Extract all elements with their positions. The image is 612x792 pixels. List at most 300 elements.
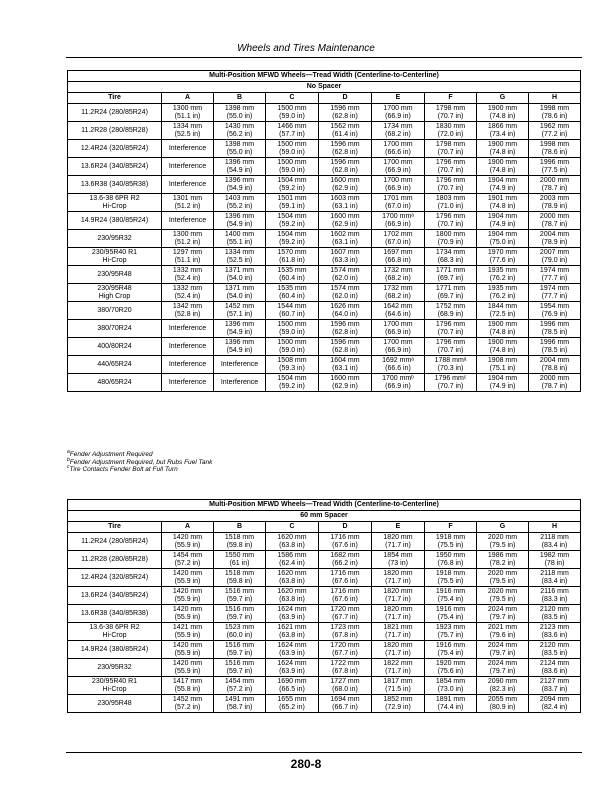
width-mm: 1700 mm — [383, 176, 413, 184]
width-in: (66.8 in) — [385, 256, 411, 264]
width-mm: 1796 mm — [435, 320, 466, 328]
width-mm: 1700 mm — [383, 338, 413, 346]
tread-width-cell — [266, 140, 319, 158]
width-mm: 2000 mm — [539, 374, 570, 382]
width-mm: 1403 mm — [224, 194, 255, 202]
width-mm: 1420 mm — [172, 659, 203, 667]
width-in: (69.7 in) — [437, 274, 464, 282]
tread-width-cell — [529, 338, 581, 356]
width-in: (59.7 in) — [226, 595, 253, 603]
tread-width-cell — [214, 356, 266, 374]
tread-width-cell — [477, 587, 529, 605]
width-mm: 1918 mm — [435, 569, 466, 577]
width-mm: 1935 mm — [487, 284, 518, 292]
width-in: (68.2 in) — [385, 130, 411, 138]
width-in: (71.5 in) — [385, 685, 411, 693]
width-mm: 1974 mm — [539, 266, 570, 274]
tread-width-cell — [372, 266, 425, 284]
width-mm: 1734 mm — [435, 248, 466, 256]
width-mm: 1700 mm — [383, 320, 413, 328]
tire-size-text: Hi-Crop — [102, 631, 127, 639]
width-in: (74.9 in) — [489, 184, 516, 192]
width-mm: 1518 mm — [224, 569, 255, 577]
width-in: (59.0 in) — [279, 112, 305, 120]
width-mm: 1904 mm — [487, 374, 518, 382]
width-in: (83.5 in) — [541, 649, 568, 657]
tread-width-cell — [372, 695, 425, 713]
footnote — [67, 456, 213, 467]
tire-size-cell — [68, 374, 162, 392]
width-in: (57.2 in) — [226, 685, 253, 693]
width-in: (63.8 in) — [279, 631, 305, 639]
tread-width-cell — [425, 641, 477, 659]
width-in: (64.6 in) — [385, 310, 411, 318]
width-mm: 1300 mm — [172, 104, 203, 112]
width-in: (75.4 in) — [437, 595, 464, 603]
table-row — [68, 356, 581, 374]
tread-width-cell — [214, 551, 266, 569]
width-mm: 2020 mm — [487, 533, 518, 541]
width-mm: 1852 mm — [383, 695, 413, 703]
width-mm: Interference — [168, 180, 207, 188]
tread-width-cell — [162, 641, 214, 659]
width-in: (77.5 in) — [541, 166, 568, 174]
width-in: (67.8 in) — [332, 631, 358, 639]
tread-width-cell — [162, 212, 214, 230]
width-mm: 1620 mm — [277, 533, 307, 541]
tread-width-cell — [266, 176, 319, 194]
width-in: (75.6 in) — [437, 667, 464, 675]
tread-width-cell — [266, 194, 319, 212]
tread-width-cell — [214, 230, 266, 248]
tread-width-cell — [162, 248, 214, 266]
width-in: (54.9 in) — [226, 328, 253, 336]
tread-width-cell — [372, 551, 425, 569]
width-mm: 1624 mm — [277, 659, 307, 667]
width-in: (71.7 in) — [385, 649, 411, 657]
width-mm: 1820 mm — [383, 605, 413, 613]
width-mm: 2120 mm — [539, 641, 570, 649]
tire-size-text: 440/65R24 — [97, 360, 132, 368]
table-row — [68, 374, 581, 392]
width-mm: 1452 mm — [172, 695, 203, 703]
width-mm: 2116 mm — [540, 587, 569, 595]
width-mm: 1970 mm — [487, 248, 518, 256]
width-mm: 2127 mm — [539, 677, 570, 685]
width-mm: 1798 mm — [435, 104, 466, 112]
width-in: (75.5 in) — [437, 541, 464, 549]
width-mm: 1624 mm — [277, 605, 307, 613]
tread-width-cell — [372, 176, 425, 194]
width-in: (59.0 in) — [279, 148, 305, 156]
tread-width-cell — [529, 551, 581, 569]
tire-size-text: 13.6-38 6PR R2 — [89, 623, 140, 631]
width-mm: Interference — [168, 162, 207, 170]
tread-width-cell — [529, 623, 581, 641]
tread-width-cell — [319, 230, 372, 248]
width-mm: 1716 mm — [330, 587, 360, 595]
width-mm: 2024 mm — [487, 605, 518, 613]
tread-width-cell — [266, 533, 319, 551]
width-in: (74.9 in) — [489, 220, 516, 228]
width-in: (71.7 in) — [385, 667, 411, 675]
tread-width-cell — [477, 194, 529, 212]
table-row — [68, 677, 581, 695]
width-mm: 1500 mm — [277, 338, 307, 346]
width-in: (83.5 in) — [541, 613, 568, 621]
tread-width-cell — [214, 194, 266, 212]
width-mm: 2004 mm — [539, 356, 570, 364]
tread-width-cell — [372, 302, 425, 320]
tire-size-cell — [68, 122, 162, 140]
width-in: (55.9 in) — [174, 667, 201, 675]
tire-size-text: 14.9R24 (380/85R24) — [80, 645, 149, 653]
tread-width-cell — [162, 533, 214, 551]
width-in: (58.7 in) — [226, 703, 253, 711]
tread-width-cell — [425, 104, 477, 122]
width-in: (75.4 in) — [437, 649, 464, 657]
column-header-c: C — [266, 522, 319, 533]
width-mm: 1396 mm — [224, 338, 255, 346]
tread-width-cell — [266, 659, 319, 677]
width-in: (68.2 in) — [385, 274, 411, 282]
width-mm: 1916 mm — [435, 641, 466, 649]
width-in: (59.7 in) — [226, 613, 253, 621]
tread-width-cell — [425, 212, 477, 230]
width-mm: 1694 mm — [330, 695, 360, 703]
width-mm: 1820 mm — [383, 641, 413, 649]
width-in: (62.4 in) — [279, 559, 305, 567]
tread-width-cell — [372, 659, 425, 677]
tire-size-cell — [68, 194, 162, 212]
width-mm: 1986 mm — [487, 551, 518, 559]
tread-width-cell — [266, 551, 319, 569]
width-mm: 1396 mm — [224, 158, 255, 166]
tire-size-cell — [68, 158, 162, 176]
width-in: (63.8 in) — [279, 595, 305, 603]
tread-width-cell — [319, 605, 372, 623]
width-in: (51.2 in) — [174, 238, 201, 246]
tire-size-cell — [68, 623, 162, 641]
tread-width-cell — [529, 122, 581, 140]
width-mm: 1998 mm — [539, 140, 570, 148]
tread-width-cell — [319, 158, 372, 176]
width-in: (67.6 in) — [332, 541, 358, 549]
tire-size-cell — [68, 356, 162, 374]
width-mm: 1996 mm — [539, 338, 570, 346]
width-mm: 1516 mm — [224, 587, 255, 595]
width-in: (66.2 in) — [332, 559, 358, 567]
width-mm: 1830 mm — [435, 122, 466, 130]
tread-width-cell — [372, 338, 425, 356]
tread-width-cell — [319, 284, 372, 302]
width-in: (83.3 in) — [541, 595, 568, 603]
width-in: (78.6 in) — [541, 112, 568, 120]
width-in: (59.7 in) — [226, 667, 253, 675]
tire-size-cell — [68, 212, 162, 230]
width-mm: 1420 mm — [172, 533, 203, 541]
width-in: (75.0 in) — [489, 238, 516, 246]
width-in: (67.6 in) — [332, 577, 358, 585]
tread-width-cell — [425, 623, 477, 641]
table-row — [68, 194, 581, 212]
width-in: (62.8 in) — [332, 148, 358, 156]
tread-width-cell — [372, 140, 425, 158]
tread-width-cell — [425, 533, 477, 551]
tire-size-cell — [68, 140, 162, 158]
tread-width-cell — [266, 320, 319, 338]
width-in: (68.0 in) — [332, 685, 358, 693]
column-header-b: B — [214, 522, 266, 533]
column-header-f: F — [425, 93, 477, 104]
width-in: (62.8 in) — [332, 328, 358, 336]
width-mm: 1722 mm — [330, 659, 360, 667]
tire-size-text: 13.6R38 (340/85R38) — [80, 180, 149, 188]
width-mm: 1596 mm — [330, 104, 360, 112]
tire-size-text: 12.4R24 (320/85R24) — [80, 144, 149, 152]
width-in: (80.9 in) — [489, 703, 516, 711]
tread-width-cell — [214, 266, 266, 284]
column-header-d: D — [319, 93, 372, 104]
width-in: (74.8 in) — [489, 328, 516, 336]
width-mm: 1820 mm — [383, 587, 413, 595]
tread-width-cell — [266, 230, 319, 248]
width-in: (60.7 in) — [279, 310, 305, 318]
table-row — [68, 320, 581, 338]
width-in: (78.7 in) — [541, 220, 568, 228]
width-mm: 1596 mm — [330, 140, 360, 148]
page-header-title: Wheels and Tires Maintenance — [237, 43, 375, 54]
tread-width-cell — [477, 320, 529, 338]
width-mm: 1334 mm — [224, 248, 255, 256]
width-in: (66.9 in) — [385, 346, 411, 354]
footnote-text: Fender Adjustment Required — [69, 451, 153, 458]
footnote-mark: a — [67, 448, 70, 455]
width-in: (63.1 in) — [332, 238, 358, 246]
width-in: (70.7 in) — [437, 220, 464, 228]
width-mm: 1466 mm — [277, 122, 307, 130]
tire-size-text: 11.2R24 (280/85R24) — [81, 537, 148, 545]
footnote-mark: b — [67, 456, 70, 463]
width-in: (57.2 in) — [174, 703, 201, 711]
width-mm: 2000 mm — [539, 212, 570, 220]
tread-width-cell — [162, 659, 214, 677]
tread-width-cell — [214, 659, 266, 677]
width-in: (83.6 in) — [541, 667, 568, 675]
width-mm: 2020 mm — [487, 587, 518, 595]
width-in: (70.3 in) — [437, 364, 464, 372]
width-in: (83.7 in) — [541, 685, 568, 693]
width-mm: 1396 mm — [224, 320, 255, 328]
width-in: (60.4 in) — [279, 274, 305, 282]
table-row — [68, 104, 581, 122]
tread-width-cell — [214, 695, 266, 713]
width-mm: 1900 mm — [487, 104, 518, 112]
tread-width-cell — [477, 677, 529, 695]
width-in: (71.7 in) — [385, 613, 411, 621]
tread-width-cell — [529, 266, 581, 284]
width-mm: 1454 mm — [172, 551, 203, 559]
width-mm: 1624 mm — [277, 641, 307, 649]
tread-width-cell — [529, 356, 581, 374]
tread-width-cell — [477, 356, 529, 374]
width-mm: 1998 mm — [539, 104, 570, 112]
tread-width-cell — [162, 695, 214, 713]
tread-width-cell — [214, 104, 266, 122]
tread-width-cell — [425, 320, 477, 338]
width-mm: 1516 mm — [224, 659, 255, 667]
tread-width-cell — [319, 194, 372, 212]
width-in: (82.3 in) — [489, 685, 516, 693]
tire-size-text: 380/70R24 — [97, 324, 132, 332]
table-body — [68, 533, 581, 713]
width-in: (51.1 in) — [174, 112, 201, 120]
width-in: (66.6 in) — [385, 148, 411, 156]
width-in: (74.8 in) — [489, 112, 516, 120]
tread-width-cell — [372, 587, 425, 605]
width-mm: 1900 mm — [487, 338, 518, 346]
width-mm: 1300 mm — [172, 230, 203, 238]
tread-width-cell — [425, 140, 477, 158]
width-in: (59.0 in) — [279, 166, 305, 174]
width-mm: 1504 mm — [277, 176, 307, 184]
tread-width-cell — [266, 374, 319, 392]
table-row — [68, 176, 581, 194]
column-header-c: C — [266, 93, 319, 104]
width-in: (78.9 in) — [541, 202, 568, 210]
width-mm: 1516 mm — [224, 641, 255, 649]
tread-width-cell — [266, 212, 319, 230]
tread-width-cell — [477, 266, 529, 284]
tread-width-cell — [425, 605, 477, 623]
tread-width-cell — [319, 587, 372, 605]
width-in: (78.2 in) — [489, 559, 516, 567]
tread-width-cell — [266, 623, 319, 641]
width-mm: 1544 mm — [277, 302, 307, 310]
tread-width-cell — [214, 374, 266, 392]
width-in: (59.2 in) — [279, 382, 305, 390]
tread-width-cell — [214, 605, 266, 623]
tread-width-cell — [162, 551, 214, 569]
width-mm: 1901 mm — [487, 194, 518, 202]
tire-size-cell — [68, 284, 162, 302]
tread-width-cell — [319, 122, 372, 140]
tread-width-cell — [372, 569, 425, 587]
width-mm: 1752 mm — [435, 302, 466, 310]
width-mm: 1508 mm — [277, 356, 307, 364]
tread-width-cell — [477, 569, 529, 587]
width-in: (57.2 in) — [174, 559, 201, 567]
tread-width-cell — [425, 374, 477, 392]
width-in: (78.6 in) — [541, 148, 568, 156]
tread-width-cell — [529, 176, 581, 194]
tread-width-cell — [162, 338, 214, 356]
width-mm: 1788 mmᵃ — [434, 356, 467, 364]
tire-size-text: Hi-Crop — [102, 256, 127, 264]
width-mm: Interference — [220, 378, 259, 386]
tread-width-cell — [529, 104, 581, 122]
width-in: (55.8 in) — [174, 685, 201, 693]
tread-width-table-60mm-spacer — [67, 499, 581, 713]
width-mm: 1491 mm — [224, 695, 255, 703]
table-row — [68, 659, 581, 677]
tread-width-cell — [214, 569, 266, 587]
tread-width-cell — [266, 569, 319, 587]
width-mm: 1417 mm — [172, 677, 203, 685]
table-row — [68, 623, 581, 641]
footnote — [67, 463, 212, 474]
tread-width-cell — [266, 605, 319, 623]
width-in: (70.7 in) — [437, 346, 464, 354]
width-mm: 1371 mm — [224, 284, 255, 292]
width-mm: 1342 mm — [172, 302, 203, 310]
tire-size-text: 480/65R24 — [97, 378, 132, 386]
width-in: (65.2 in) — [279, 703, 305, 711]
tread-width-cell — [477, 284, 529, 302]
width-in: (70.7 in) — [437, 112, 464, 120]
width-mm: 1800 mm — [435, 230, 466, 238]
tread-width-cell — [319, 320, 372, 338]
tread-width-cell — [266, 641, 319, 659]
tread-width-cell — [529, 677, 581, 695]
width-mm: 1771 mm — [435, 284, 466, 292]
width-mm: 2118 mm — [540, 533, 569, 541]
tread-width-cell — [529, 695, 581, 713]
width-in: (57.1 in) — [226, 310, 253, 318]
footnotes — [67, 448, 213, 474]
width-mm: 1332 mm — [172, 284, 203, 292]
tread-width-cell — [477, 551, 529, 569]
width-mm: 1332 mm — [172, 266, 203, 274]
tire-size-cell — [68, 641, 162, 659]
width-in: (62.9 in) — [332, 184, 358, 192]
width-in: (57.7 in) — [279, 130, 305, 138]
width-mm: 2024 mm — [487, 659, 518, 667]
tire-size-cell — [68, 659, 162, 677]
width-mm: 1626 mm — [330, 302, 360, 310]
width-mm: 1723 mm — [330, 623, 360, 631]
width-in: (55.0 in) — [226, 112, 253, 120]
width-mm: Interference — [168, 378, 207, 386]
tire-size-cell — [68, 320, 162, 338]
tire-size-text: 13.6R24 (340/85R24) — [80, 162, 149, 170]
width-mm: 1420 mm — [172, 569, 203, 577]
table-row — [68, 533, 581, 551]
tire-size-text: 230/95R40 R1 — [91, 677, 138, 685]
tire-size-cell — [68, 248, 162, 266]
width-mm: 1820 mm — [383, 569, 413, 577]
width-in: (56.2 in) — [226, 130, 253, 138]
width-in: (71.7 in) — [385, 541, 411, 549]
tread-width-cell — [477, 158, 529, 176]
tread-width-cell — [477, 248, 529, 266]
width-in: (55.9 in) — [174, 541, 201, 549]
width-in: (51.2 in) — [174, 202, 201, 210]
width-in: (78.5 in) — [541, 328, 568, 336]
tread-width-cell — [372, 230, 425, 248]
width-in: (83.4 in) — [541, 541, 568, 549]
width-mm: 1916 mm — [435, 605, 466, 613]
tire-size-text: 230/95R40 R1 — [91, 248, 138, 256]
width-mm: 1682 mm — [330, 551, 360, 559]
tread-width-cell — [162, 266, 214, 284]
width-in: (79.7 in) — [489, 649, 516, 657]
tread-width-cell — [425, 248, 477, 266]
width-in: (55.1 in) — [226, 238, 253, 246]
width-mm: 1535 mm — [277, 284, 307, 292]
tread-width-cell — [529, 569, 581, 587]
width-mm: 1500 mm — [277, 140, 307, 148]
